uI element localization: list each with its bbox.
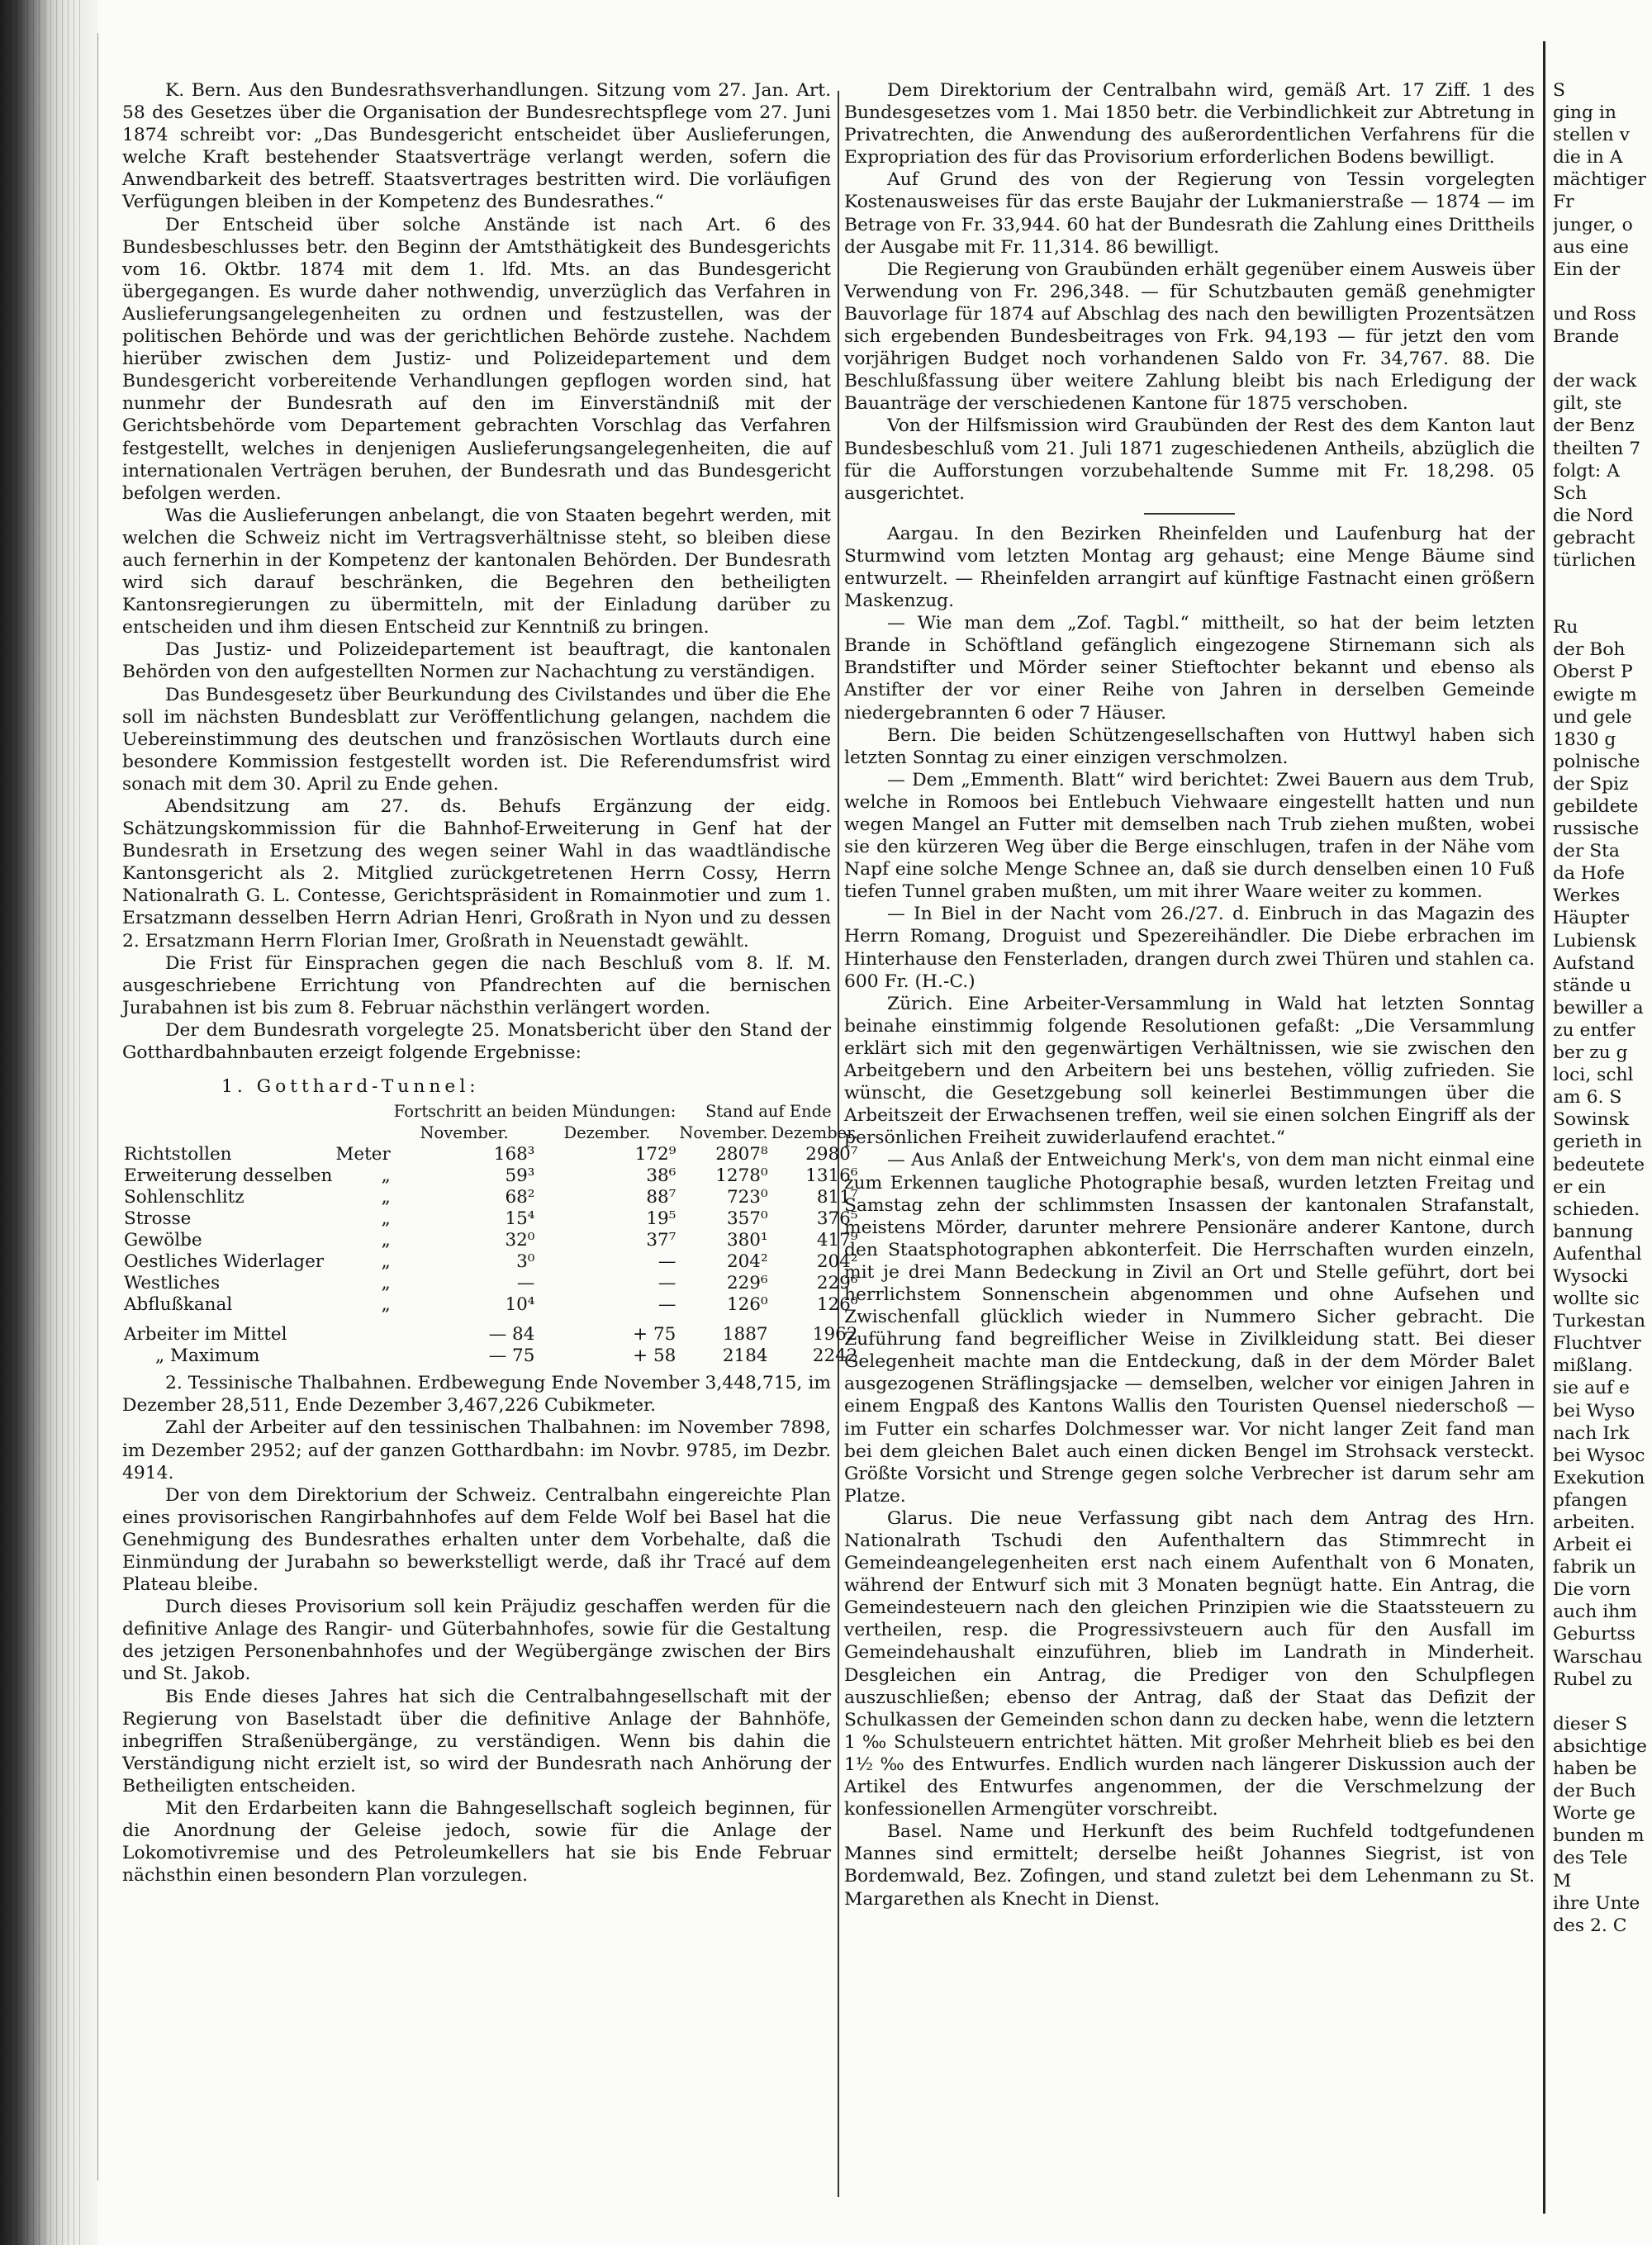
cell: 723⁰ <box>726 1187 768 1208</box>
column-3-line: gebracht <box>1553 527 1635 548</box>
column-3-line: pfangen <box>1553 1489 1627 1511</box>
table-row <box>122 1346 859 1367</box>
cell: 68² <box>505 1187 535 1208</box>
paragraph: — Dem „Emmenth. Blatt“ wird berichtet: Zwei Bauern aus dem Trub, welche in Romoos bei Entlebuch Viehwaare eingestellt hatten und nun wegen Mangel an Futter mit demselben nach Trub ziehen mußten, wobei sie den kürzeren Weg über die Berge einschlugen, trafen in der Nähe vom Napf eine solche Menge Schnee an, daß sie durch denselben einen 10 Fuß tiefen Tunnel graben mußten, um mit ihrer Waare weiter zu kommen. <box>844 769 1535 903</box>
table-col-header: November. <box>420 1123 509 1143</box>
column-3-line: der Benz <box>1553 415 1635 437</box>
column-3-line: schieden. <box>1553 1198 1640 1220</box>
column-3-line: der Buch <box>1553 1781 1636 1802</box>
row-unit: Meter <box>335 1144 391 1165</box>
column-3-line: bei Wysoc <box>1553 1445 1645 1466</box>
column-3-line: bewiller a <box>1553 997 1644 1018</box>
column-3-line: Sowinsk <box>1553 1109 1630 1131</box>
cell: — <box>657 1273 676 1294</box>
row-unit: „ <box>381 1165 391 1187</box>
cell: 38⁶ <box>646 1165 676 1187</box>
gotthard-tunnel-heading: 1. Gotthard-Tunnel: <box>221 1076 480 1098</box>
column-3-line: da Hofe <box>1553 863 1625 885</box>
column-3-line: gilt, ste <box>1553 393 1622 415</box>
cell: 126⁰ <box>816 1294 858 1316</box>
column-3-line: Brande <box>1553 326 1620 348</box>
table-subheader-row <box>122 1122 859 1144</box>
paragraph: Durch dieses Provisorium soll kein Präjudiz geschaffen werden für die definitive Anlage des Rangir- und Güterbahnhofes, sowie für die Gestaltung des jetzigen Personenbahnhofes und der Wegübergänge zwischen der Birs und St. Jakob. <box>122 1597 831 1685</box>
column-3-line: der Sta <box>1553 841 1620 862</box>
column-3-line: theilten 7 <box>1553 438 1641 459</box>
table-row <box>122 1165 859 1187</box>
column-3-line: aus eine <box>1553 236 1629 258</box>
table-row <box>122 1144 859 1165</box>
column-3-line: Worte ge <box>1553 1803 1635 1825</box>
column-3-line: Fr <box>1553 192 1574 213</box>
cell: 172⁹ <box>634 1144 676 1165</box>
cell: — <box>657 1251 676 1273</box>
table-col-header: Dezember. <box>771 1123 858 1143</box>
column-3-line: bedeutete <box>1553 1154 1645 1175</box>
column-3-line: stellen v <box>1553 125 1630 146</box>
column-3-lines <box>1553 79 1652 1937</box>
article-bern: Bern. Die beiden Schützengesellschaften von Huttwyl haben sich letzten Sonntag zu einer einzigen verschmolzen. <box>844 724 1535 768</box>
row-label: Westliches <box>124 1273 221 1294</box>
table-row <box>122 1208 859 1230</box>
paragraph: Der von dem Direktorium der Schweiz. Centralbahn eingereichte Plan eines provisorischen Rangirbahnhofes auf dem Felde Wolf bei Basel hat die Genehmigung des Bundesrathes erhalten unter dem Vorbehalte, daß die Einmündung der Jurabahn so bewerkstelligt werde, daß ihr Tracé auf dem Plateau bleibe. <box>122 1484 831 1596</box>
paragraph: Auf Grund des von der Regierung von Tessin vorgelegten Kostenausweises für das erste Baujahr der Lukmanierstraße — 1874 — im Betrage von Fr. 33,944. 60 hat der Bundesrath die Zahlung eines Drittheils der Ausgabe mit Fr. 11,314. 86 bewilligt. <box>844 169 1535 258</box>
cell: 229⁶ <box>816 1273 858 1294</box>
column-3-line: der wack <box>1553 371 1637 392</box>
column-3-line: russische <box>1553 819 1640 840</box>
column-3-line: der Spiz <box>1553 773 1629 795</box>
row-unit: „ <box>381 1230 391 1251</box>
column-3-line: bei Wyso <box>1553 1400 1635 1422</box>
column-3-line: ihre Unte <box>1553 1892 1640 1914</box>
column-3-line: die in A <box>1553 147 1623 168</box>
row-label: Strosse <box>124 1208 192 1230</box>
cell: 1316⁶ <box>805 1165 858 1187</box>
row-label: Arbeiter im Mittel <box>124 1324 287 1346</box>
cell: 19⁵ <box>646 1208 676 1230</box>
cell: 168³ <box>493 1144 535 1165</box>
column-3-line <box>1553 281 1652 303</box>
cell: 811⁷ <box>816 1187 858 1208</box>
cell: 204² <box>816 1251 858 1273</box>
row-unit: „ <box>381 1251 391 1273</box>
paragraph-abendsitzung: Abendsitzung am 27. ds. Behufs Ergänzung der eidg. Schätzungskommission für die Bahnhof-Erweiterung in Genf hat der Bundesrath in Ersetzung des wegen seiner Wahl in das waadtländische Kantonsgericht als 2. Mitglied zurückgetretenen Herrn Cossy, Herrn Nationalrath G. L. Contesse, Gerichtspräsident in Romainmotier und zum 1. Ersatzmann desselben Herrn Adrian Henri, Großrath in Nyon und zu dessen 2. Ersatzmann Herrn Florian Imer, Großrath in Neuenstadt gewählt. <box>122 796 831 952</box>
column-3-line: und Ross <box>1553 303 1636 325</box>
column-3-line: zu entfer <box>1553 1019 1635 1041</box>
column-3-line: am 6. S <box>1553 1087 1622 1108</box>
column-3-line: folgt: A <box>1553 460 1620 482</box>
column-3-line: 1830 g <box>1553 729 1616 750</box>
page-stack-edges <box>10 0 84 2245</box>
cell: 37⁷ <box>646 1230 676 1251</box>
column-3-line: wollte sic <box>1553 1289 1640 1310</box>
cell: 15⁴ <box>505 1208 535 1230</box>
paragraph: Das Justiz- und Polizeidepartement ist beauftragt, die kantonalen Behörden von den aufgestellten Normen zur Nachachtung zu verständigen. <box>122 639 831 683</box>
paragraph: Zahl der Arbeiter auf den tessinischen Thalbahnen: im November 7898, im Dezember 2952; auf der ganzen Gotthardbahn: im Novbr. 9785, im Dezbr. 4914. <box>122 1417 831 1483</box>
column-1 <box>122 79 858 1887</box>
column-3-line: haben be <box>1553 1759 1637 1780</box>
column-3-line: Arbeit ei <box>1553 1535 1632 1556</box>
column-3-line: Häupter <box>1553 908 1630 929</box>
table-header-progress: Fortschritt an beiden Mündungen: <box>393 1102 676 1122</box>
column-3-line: loci, schl <box>1553 1065 1634 1086</box>
column-3-line: bunden m <box>1553 1825 1645 1847</box>
cell: 10⁴ <box>505 1294 535 1316</box>
section-divider <box>1144 513 1235 515</box>
column-3-line: mächtiger <box>1553 169 1646 191</box>
cell: — 75 <box>488 1346 535 1367</box>
row-unit: „ <box>381 1294 391 1316</box>
column-3-line <box>1553 348 1652 370</box>
column-3-line: stände u <box>1553 975 1631 996</box>
paragraph: Bis Ende dieses Jahres hat sich die Centralbahngesellschaft mit der Regierung von Baselstadt über die definitive Anlage der Bahnhöfe, inbegriffen Straßenübergänge, zu verständigen. Wenn bis dahin die Verständigung nicht erzielt ist, so wird der Bundesrath nach Anhörung der Betheiligten entscheiden. <box>122 1686 831 1796</box>
cell: 88⁷ <box>646 1187 676 1208</box>
table-header-row <box>122 1101 859 1122</box>
page-left-edge <box>97 33 98 2181</box>
column-3-line: gerieth in <box>1553 1132 1642 1153</box>
column-3-line <box>1553 594 1652 616</box>
row-label: Gewölbe <box>124 1230 202 1251</box>
paragraph: — In Biel in der Nacht vom 26./27. d. Einbruch in das Magazin des Herrn Romang, Droguist und Spezereihändler. Die Diebe erbrachen im Hinterhause den Fensterladen, drangen durch zwei Thüren und stahlen ca. 600 Fr. (H.-C.) <box>844 904 1535 992</box>
column-3-line: die Nord <box>1553 505 1634 526</box>
column-3-line: Rubel zu <box>1553 1668 1633 1690</box>
column-3-line: des 2. C <box>1553 1915 1627 1936</box>
column-3-line: nach Irk <box>1553 1422 1630 1444</box>
column-3-line: Geburtss <box>1553 1624 1635 1645</box>
table-row <box>122 1324 859 1346</box>
row-label: Richtstollen <box>124 1144 232 1165</box>
paragraph: Von der Hilfsmission wird Graubünden der Rest des dem Kanton laut Bundesbeschluß vom 21. Juli 1871 zugeschiedenen Antheils, abzüglich die für die Aufforstungen vorzubehaltende Summe mit Fr. 18,298. 05 ausgerichtet. <box>844 415 1535 504</box>
column-3-line: S <box>1553 80 1565 101</box>
column-3-line: fabrik un <box>1553 1557 1636 1578</box>
column-3-line: ber zu g <box>1553 1042 1628 1064</box>
row-label: Abflußkanal <box>124 1294 233 1316</box>
paragraph: Der Entscheid über solche Anstände ist nach Art. 6 des Bundesbeschlusses betr. den Beginn der Amtsthätigkeit des Bundesgerichts vom 16. Oktbr. 1874 mit dem 1. lfd. Mts. an das Bundesgericht übergegangen. Es wurde daher nothwendig, unverzüglich das Verfahren in Auslieferungsangelegenheiten zu ordnen und festzustellen, was der politischen Behörde und was der gerichtlichen Behörde zustehe. Nachdem hierüber zwischen dem Justiz- und Polizeidepartement und dem Bundesgericht vorbereitende Verhandlungen gepflogen worden sind, hat nunmehr der Bundesrath auf den im Einverständniß mit der Gerichtsbehörde vom Departement gebrachten Vorschlag das Verfahren festgestellt, welches in denjenigen Auslieferungsangelegenheiten, die auf internationalen Verträgen beruhen, der Bundesrath und das Bundesgericht befolgen werden. <box>122 214 831 504</box>
column-3-line: arbeiten. <box>1553 1512 1635 1533</box>
article-zuerich: Zürich. Eine Arbeiter-Versammlung in Wald hat letzten Sonntag beinahe einstimmig folgende Resolutionen gefaßt: „Die Versammlung erklärt sich mit den gegenwärtigen Verhältnissen, wie sie zwischen den Arbeitgebern und den Arbeitern bei uns bestehen, völlig zufrieden. Sie wünscht, die Gesetzgebung soll keinerlei Bestimmungen über die Arbeitszeit der Erwachsenen treffen, weil sie einen solchen Eingriff als der persönlichen Freiheit zuwiderlaufend erachtet.“ <box>844 993 1535 1149</box>
cell: 2807⁸ <box>715 1144 768 1165</box>
column-3-line: Ein der <box>1553 259 1621 280</box>
article-bern-bundesrath: K. Bern. Aus den Bundesrathsverhandlungen. Sitzung vom 27. Jan. Art. 58 des Gesetzes über die Organisation der Bundesrechtspflege vom 27. Juni 1874 schreibt vor: „Das Bundesgericht entscheidet über Auslieferungen, welche Kraft bestehender Staatsverträge verlangt werden, sofern die Anwendbarkeit des betreff. Staatsvertrages bestritten wird. Die vorläufigen Verfügungen bleiben in der Kompetenz des Bundesrathes.“ <box>122 80 831 213</box>
column-3-line: Werkes <box>1553 885 1621 907</box>
cell: — <box>516 1273 535 1294</box>
table-row <box>122 1273 859 1294</box>
column-divider-2 <box>1543 41 1545 2214</box>
paragraph: Die Regierung von Graubünden erhält gegenüber einem Ausweis über Verwendung von Fr. 296,348. — für Schutzbauten gemäß genehmigter Bauvorlage für 1874 auf Abschlag des nach den bewilligten Prozentsätzen sich ergebenden Bundesbeitrages von Frk. 94,193 — für jetzt den vom vorjährigen Budget noch vorhandenen Saldo von Fr. 34,767. 88. Die Beschlußfassung über weitere Zahlung bleibt bis nach Erledigung der Bauanträge der verschiedenen Kantone für 1875 verschoben. <box>844 259 1535 415</box>
cell: — <box>657 1294 676 1316</box>
table-row <box>122 1251 859 1273</box>
table-col-header: Dezember. <box>563 1123 651 1143</box>
column-3-line: er ein <box>1553 1176 1607 1198</box>
column-3-line: Fluchtver <box>1553 1333 1641 1355</box>
column-3-line: Aufenthal <box>1553 1243 1642 1265</box>
column-3-line: M <box>1553 1870 1572 1891</box>
cell: 2184 <box>722 1346 768 1367</box>
article-aargau: Aargau. In den Bezirken Rheinfelden und Laufenburg hat der Sturmwind vom letzten Montag arg gehaust; eine Menge Bäume sind entwurzelt. — Rheinfelden arrangirt auf künftige Fastnacht einen größern Maskenzug. <box>844 523 1535 612</box>
column-3-line: gebildete <box>1553 796 1639 817</box>
column-3-line <box>1553 1691 1652 1713</box>
cell: 3⁰ <box>516 1251 535 1273</box>
column-3-line: und gele <box>1553 706 1632 728</box>
cell: + 75 <box>633 1324 676 1346</box>
cell: 59³ <box>505 1165 535 1187</box>
column-3-line: Warschau <box>1553 1646 1643 1668</box>
column-3-line: mißlang. <box>1553 1355 1634 1377</box>
cell: 1887 <box>722 1324 768 1346</box>
cell: 2242 <box>812 1346 858 1367</box>
column-3-line: Aufstand <box>1553 952 1635 974</box>
row-unit: „ <box>381 1208 391 1230</box>
row-label: Erweiterung desselben <box>124 1165 333 1187</box>
article-glarus: Glarus. Die neue Verfassung gibt nach dem Antrag des Hrn. Nationalrath Tschudi den Aufenthaltern das Stimmrecht in Gemeindeangelegenheiten erst nach einem Aufenthalt von 6 Monaten, während der Entwurf sich mit 3 Monaten begnügt hatte. Ein Antrag, die Gemeindesteuern nach den gleichen Prinzipien wie die Staatssteuern zu vertheilen, resp. die Progressivsteuern auch für den Ausfall im Gemeindehaushalt einzuführen, blieb im Landrath in Minderheit. Desgleichen ein Antrag, die Prediger von den Schulpflegen auszuschließen; ebenso der Antrag, daß der Staat das Defizit der Schulkassen der Gemeinden schon dann zu decken habe, wenn die letztern 1 ‰ Schulsteuern entrichtet hätten. Mit großer Mehrheit blieb es bei den 1½ ‰ des Entwurfes. Endlich wurden nach längerer Diskussion auch der Artikel des Entwurfes angenommen, der die Verschmelzung der konfessionellen Armengüter vorschreibt. <box>844 1507 1535 1820</box>
column-3-line: Lubiensk <box>1553 930 1636 952</box>
row-label: „ Maximum <box>155 1346 260 1367</box>
paragraph: Die Frist für Einsprachen gegen die nach Beschluß vom 8. lf. M. ausgeschriebene Errichtung von Pfandrechten auf die bernischen Jurabahnen ist bis zum 8. Februar nächsthin verlängert worden. <box>122 952 831 1018</box>
cell: 2980⁷ <box>805 1144 858 1165</box>
column-3-partial <box>1553 79 1652 1937</box>
column-3-line: Ru <box>1553 617 1578 638</box>
paragraph: — Wie man dem „Zof. Tagbl.“ mittheilt, so hat der beim letzten Brande in Schöftland gefänglich eingezogene Stirnemann sich als Brandstifter und Mörder seiner Stieftochter bekannt und ebenso als Anstifter der vor einer Reihe von Jahren in derselben Gemeinde niedergebrannten 6 oder 7 Häuser. <box>844 613 1535 724</box>
column-3-line: der Boh <box>1553 639 1626 661</box>
column-3-line: Die vorn <box>1553 1579 1631 1601</box>
row-unit: „ <box>381 1273 391 1294</box>
paragraph: Der dem Bundesrath vorgelegte 25. Monatsbericht über den Stand der Gotthardbahnbauten erzeigt folgende Ergebnisse: <box>122 1019 831 1064</box>
column-3-line: des Tele <box>1553 1848 1628 1869</box>
cell: + 58 <box>633 1346 676 1367</box>
cell: 380¹ <box>726 1230 768 1251</box>
column-3-line: dieser S <box>1553 1713 1628 1735</box>
column-3-line: polnische <box>1553 751 1640 772</box>
cell: 1962 <box>812 1324 858 1346</box>
cell: 126⁰ <box>726 1294 768 1316</box>
table-row <box>122 1230 859 1251</box>
cell: — 84 <box>488 1324 535 1346</box>
article-basel: Basel. Name und Herkunft des beim Ruchfeld todtgefundenen Mannes sind ermittelt; derselbe heißt Johannes Siegrist, ist von Bordemwald, Bez. Zofingen, und stand zuletzt bei dem Lehenmann zu St. Margarethen als Knecht in Dienst. <box>844 1821 1535 1910</box>
cell: 1278⁰ <box>715 1165 768 1187</box>
cell: 417⁹ <box>816 1230 858 1251</box>
paragraph-tessinische-thalbahnen: 2. Tessinische Thalbahnen. Erdbewegung Ende November 3,448,715, im Dezember 28,511, Ende Dezember 3,467,226 Cubikmeter. <box>122 1373 831 1417</box>
column-3-line: ging in <box>1553 102 1616 124</box>
table-col-header: November. <box>679 1123 768 1143</box>
column-3-line: Oberst P <box>1553 662 1633 683</box>
cell: 32⁰ <box>505 1230 535 1251</box>
table-header-status: Stand auf Ende <box>705 1102 832 1122</box>
column-3-line: Exekution <box>1553 1467 1645 1488</box>
column-3-line: sie auf e <box>1553 1378 1630 1399</box>
paragraph: Mit den Erdarbeiten kann die Bahngesellschaft sogleich beginnen, für die Anordnung der Geleise jedoch, sowie für die Anlage der Lokomotivremise und des Petroleumkellers hat sie bis Ende Februar nächsthin einen besondern Plan vorzulegen. <box>122 1798 831 1887</box>
column-3-line <box>1553 572 1652 594</box>
column-3-line: Sch <box>1553 482 1588 504</box>
column-3-line: absichtige <box>1553 1735 1647 1757</box>
column-3-line: Turkestan <box>1553 1311 1646 1332</box>
column-3-line: junger, o <box>1553 214 1633 235</box>
column-2 <box>844 79 1535 1910</box>
column-3-line: ewigte m <box>1553 684 1637 705</box>
paragraph: Dem Direktorium der Centralbahn wird, gemäß Art. 17 Ziff. 1 des Bundesgesetzes vom 1. Mai 1850 betr. die Verbindlichkeit zur Abtretung in Privatrechten, die Anwendung des außerordentlichen Verfahrens für die Expropriation des für das Provisorium erforderlichen Bodens bewilligt. <box>844 80 1535 168</box>
gotthard-tunnel-table <box>122 1101 859 1367</box>
column-3-line: türlichen <box>1553 549 1636 571</box>
row-label: Sohlenschlitz <box>124 1187 244 1208</box>
cell: 376⁵ <box>816 1208 858 1230</box>
column-3-line: Wysocki <box>1553 1265 1628 1287</box>
cell: 357⁰ <box>726 1208 768 1230</box>
column-3-line: auch ihm <box>1553 1602 1637 1623</box>
paragraph: Was die Auslieferungen anbelangt, die von Staaten begehrt werden, mit welchen die Schweiz nicht im Vertragsverhältnisse steht, so bleiben diese auch fernerhin in der Kompetenz der kantonalen Behörden. Der Bundesrath wird sich darauf beschränken, die Begehren den betheiligten Kantonsregierungen zu übermitteln, mit der Einladung darüber zu entscheiden und ihm diesen Entscheid zur Kenntniß zu bringen. <box>122 505 831 638</box>
cell: 229⁶ <box>726 1273 768 1294</box>
table-row <box>122 1294 859 1316</box>
paragraph: — Aus Anlaß der Entweichung Merk's, von dem man nicht einmal eine zum Erkennen taugliche Photographie besaß, wurden letzten Freitag und Samstag zehn der schlimmsten Insassen der kantonalen Strafanstalt, meistens Mörder, darunter mehrere Pensionäre anderer Kantone, durch den Staatsphotographen abkonterfeit. Die Herrschaften wurden einzeln, mit je drei Mann Bedeckung in Zivil an Ort und Stelle geführt, dort bei herrlichstem Sonnenschein abgenommen und ohne Aufsehen und Zwischenfall glücklich wieder in Nummero Sicher gebracht. Die Zuführung fand begreiflicher Weise in Zivilkleidung statt. Bei dieser Gelegenheit machte man die Entdeckung, daß in der dem Mörder Balet ausgezogenen Sträflingsjacke — demselben, welcher vor einigen Jahren in einem Engpaß des Kantons Wallis den Touristen Quensel niederschoß — im Futter ein scharfes Dolchmesser war. Vor nicht langer Zeit fand man bei dem gleichen Balet auch einen dicken Bengel im Strohsack versteckt. Größte Vorsicht und Strenge gegen solche Verbrecher ist darum sehr am Platze. <box>844 1150 1535 1507</box>
paragraph: Das Bundesgesetz über Beurkundung des Civilstandes und über die Ehe soll im nächsten Bundesblatt zur Veröffentlichung gelangen, nachdem die Uebereinstimmung des deutschen und französischen Wortlauts durch eine besondere Kommission festgestellt worden ist. Die Referendumsfrist wird sonach mit dem 30. April zu Ende gehen. <box>122 684 831 795</box>
row-unit: „ <box>381 1187 391 1208</box>
row-label: Oestliches Widerlager <box>124 1251 325 1273</box>
cell: 204² <box>726 1251 768 1273</box>
column-3-line: bannung <box>1553 1221 1634 1242</box>
table-row <box>122 1187 859 1208</box>
